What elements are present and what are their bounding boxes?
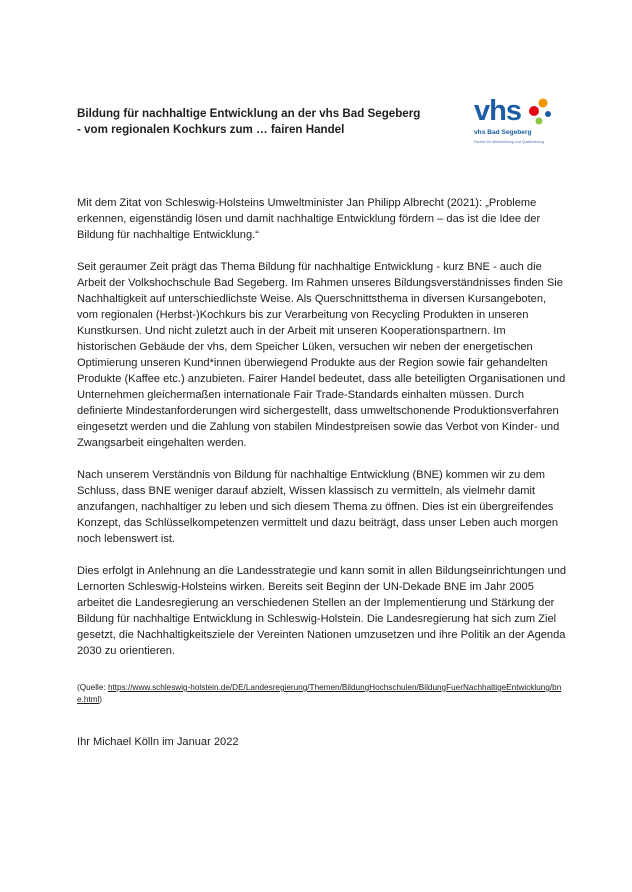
paragraph-understanding: Nach unserem Verständnis von Bildung für nachhaltige Entwicklung (BNE) kommen wir zu dem Schluss, dass BNE weniger darauf abzielt, Wissen klassisch zu vermitteln, als vielmehr damit anzufangen, nachhaltiger zu leben und sich diesem Thema zu öffnen. Dies ist ein übergreifendes Konzept, das Schlüsselkompetenzen vermittelt und dazu beiträgt, dass unser Leben auch morgen noch lebenswert ist. [77,469,559,545]
signature: Ihr Michael Kölln im Januar 2022 [77,736,239,748]
body-text [77,195,567,675]
logo-tagline: Partner für Weiterbildung und Qualifizierung [474,140,544,144]
source-link[interactable]: https://www.schleswig-holstein.de/DE/Landesregierung/Themen/BildungHochschulen/BildungFuerNachhaltigeEntwicklung/bne.html [77,683,562,704]
paragraph-state-strategy: Dies erfolgt in Anlehnung an die Landesstrategie und kann somit in allen Bildungseinrichtungen und Lernorten Schleswig-Holsteins wirken. Bereits seit Beginn der UN-Dekade BNE im Jahr 2005 arbeitet die Landesregierung an verschiedenen Stellen an der Implementierung und Stärkung der Bildung für nachhaltige Entwicklung in Schleswig-Holstein. Die Landesregierung hat sich zum Ziel gesetzt, die Nachhaltigkeitsziele der Vereinten Nationen umzusetzen und ihre Politik an der Agenda 2030 zu orientieren. [77,565,567,657]
source-citation [77,682,567,706]
source-suffix: ) [99,695,103,704]
title-line-1: Bildung für nachhaltige Entwicklung an der vhs Bad Segeberg [77,107,421,120]
title-line-2: - vom regionalen Kochkurs zum … fairen Handel [77,123,345,136]
vhs-logo [470,96,560,151]
source-prefix: (Quelle: [77,683,108,692]
paragraph-bne-at-vhs: Seit geraumer Zeit prägt das Thema Bildung für nachhaltige Entwicklung - kurz BNE - auch die Arbeit der Volkshochschule Bad Segeberg. Im Rahmen unseres Bildungsverständnisses finden Sie Nachhaltigkeit auf unterschiedlichste Weise. Als Querschnittsthema in diversen Kursangeboten, vom regionalen (Herbst-)Kochkurs bis zur Verarbeitung von Recycling Produkten in unseren Kunstkursen. Und nicht zuletzt auch in der Arbeit mit unseren Kooperationspartnern. Im historischen Gebäude der vhs, dem Speicher Lüken, versuchen wir neben der energetischen Optimierung unseren Kund*innen überwiegend Produkte aus der Region sowie fair gehandelten Produkte (Kaffee etc.) anzubieten. Fairer Handel bedeutet, dass alle beteiligten Organisationen und Unternehmen gleichermaßen internationale Fair Trade-Standards einhalten müssen. Durch definierte Mindestanforderungen wird sichergestellt, dass umweltschonende Produktionsverfahren eingesetzt werden und die Zahlung von stabilen Mindestpreisen sowie das Verbot von Kinder- und Zwangsarbeit eingehalten werden. [77,261,566,449]
logo-wordmark: vhs [474,95,521,127]
logo-dots-icon [526,98,556,126]
paragraph-quote: Mit dem Zitat von Schleswig-Holsteins Umweltminister Jan Philipp Albrecht (2021): „Probleme erkennen, eigenständig lösen und damit nachhaltige Entwicklung fördern – das ist die Idee der Bildung für nachhaltige Entwicklung.“ [77,197,541,241]
document-title [77,106,467,138]
logo-subtitle: vhs Bad Segeberg [474,129,532,136]
